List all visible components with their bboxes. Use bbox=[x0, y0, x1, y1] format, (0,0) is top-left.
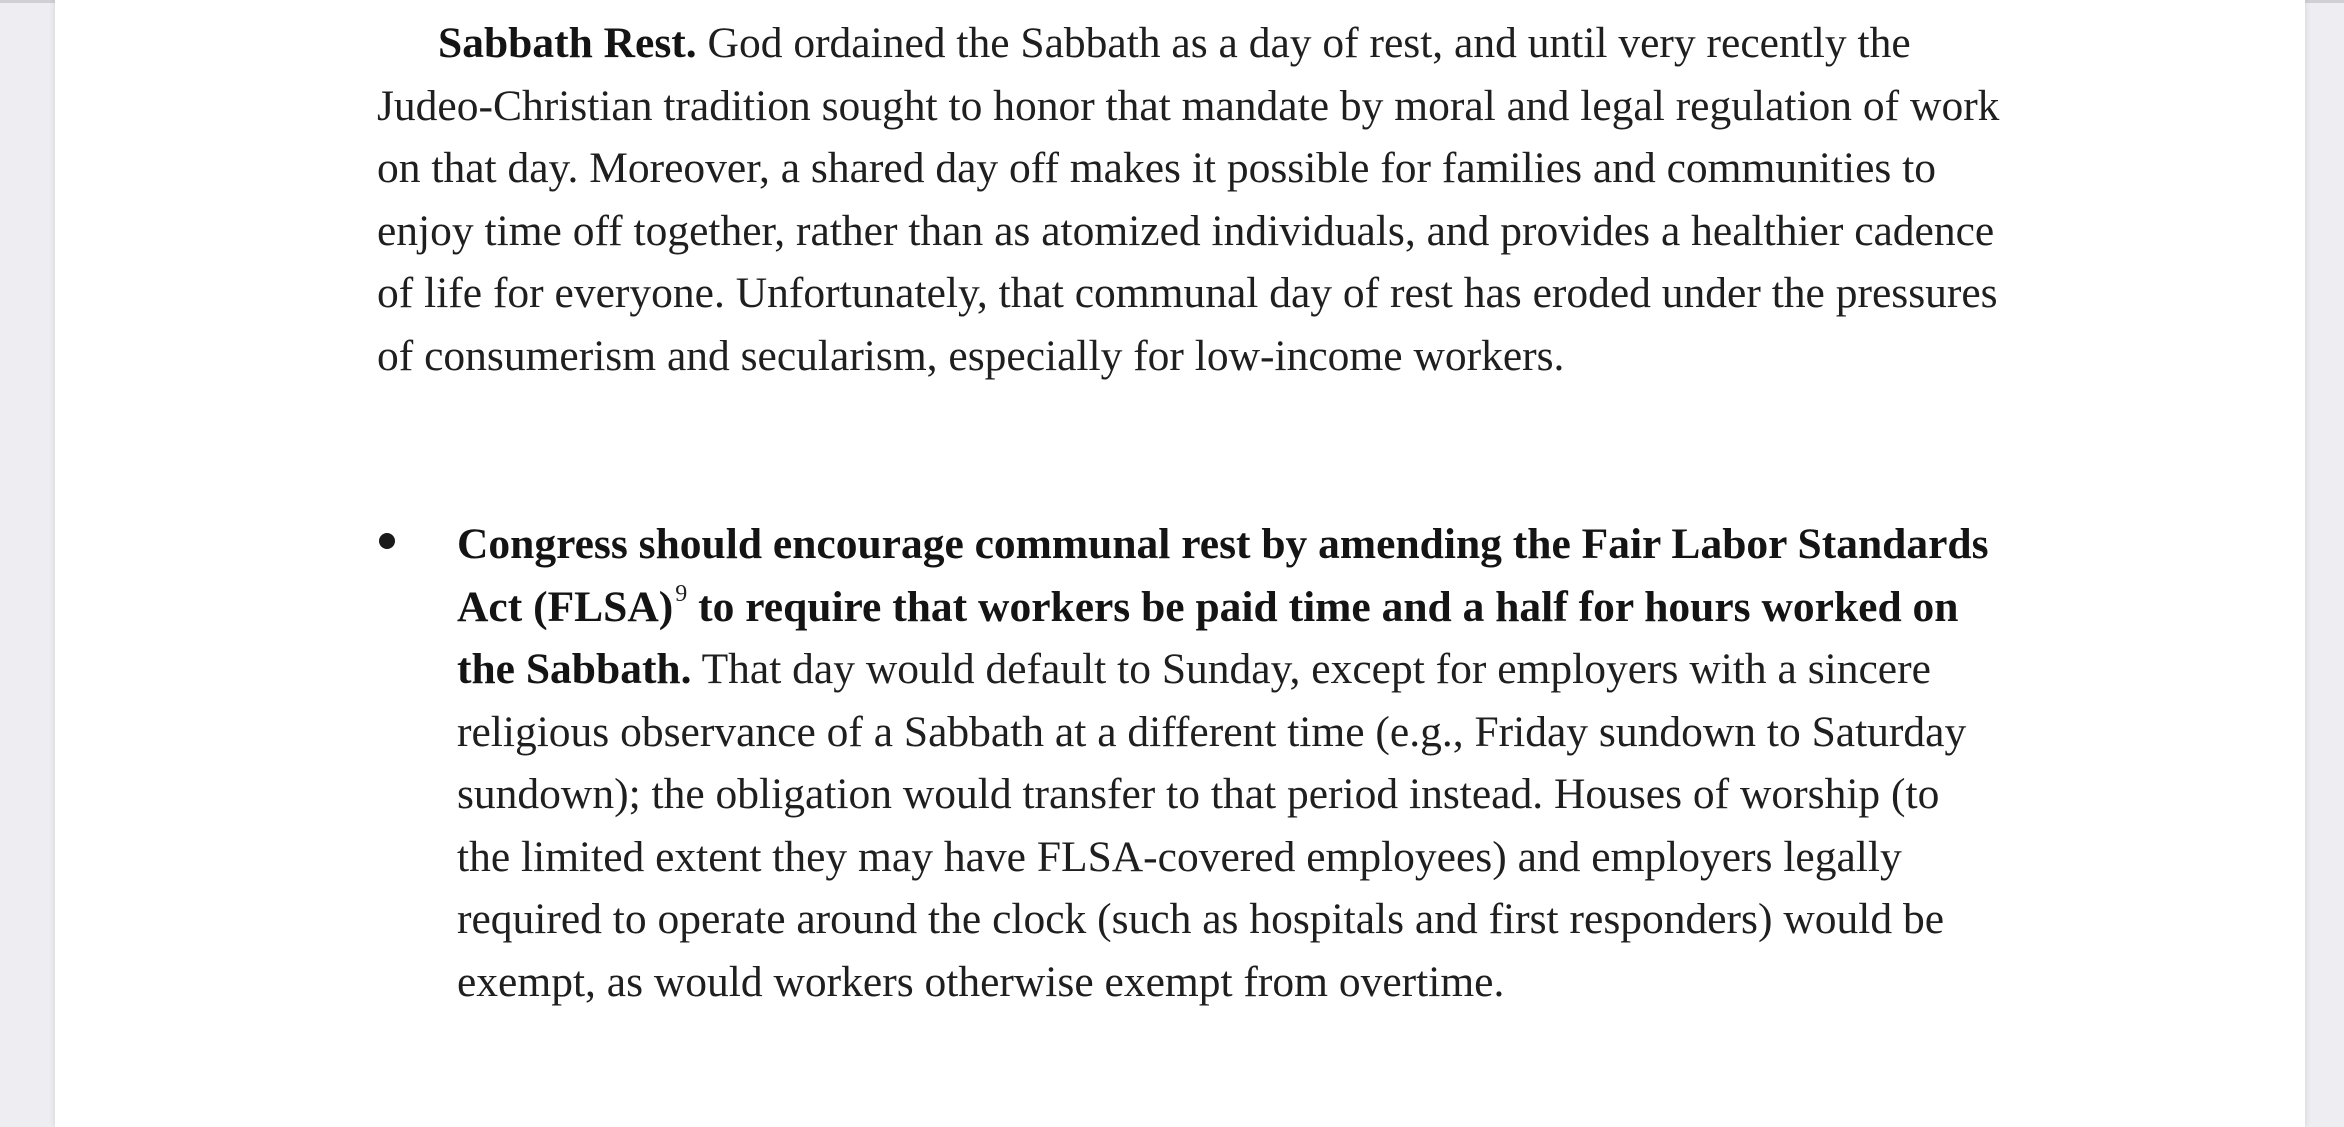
bullet-icon bbox=[379, 533, 395, 549]
footnote-marker[interactable]: 9 bbox=[675, 581, 688, 607]
bullet-bold-part1: Congress should encourage communal rest by amending the Fair Labor Standards Act (FLSA) bbox=[457, 520, 1989, 631]
bullet-body: That day would default to Sunday, except for employers with a sincere religious observance of a Sabbath at a different time (e.g., Friday sundown to Saturday sundown); the obligation would transfer to that period instead. Houses of worship (to the limited extent they may have FLSA-covered employees) and employers legally required to operate around the clock (such as hospitals and first responders) would be exempt, as would workers otherwise exempt from overtime. bbox=[457, 645, 1967, 1006]
paragraph-body: God ordained the Sabbath as a day of rest, and until very recently the Judeo-Christian tradition sought to honor that mandate by moral and legal regulation of work on that day. Moreover, a shared day off makes it possible for families and communities to enjoy time off together, rather than as atomized individuals, and provides a healthier cadence of life for everyone. Unfortunately, that communal day of rest has eroded under the pressures of consumerism and secularism, especially for low-income workers. bbox=[377, 19, 2000, 380]
bullet-bold-part2: to require that workers be paid time and a half for hours worked on the Sabbath. bbox=[457, 582, 1959, 693]
bullet-item-text bbox=[457, 513, 2002, 1013]
sabbath-rest-paragraph bbox=[377, 12, 2002, 387]
paragraph-heading: Sabbath Rest. bbox=[438, 19, 697, 67]
